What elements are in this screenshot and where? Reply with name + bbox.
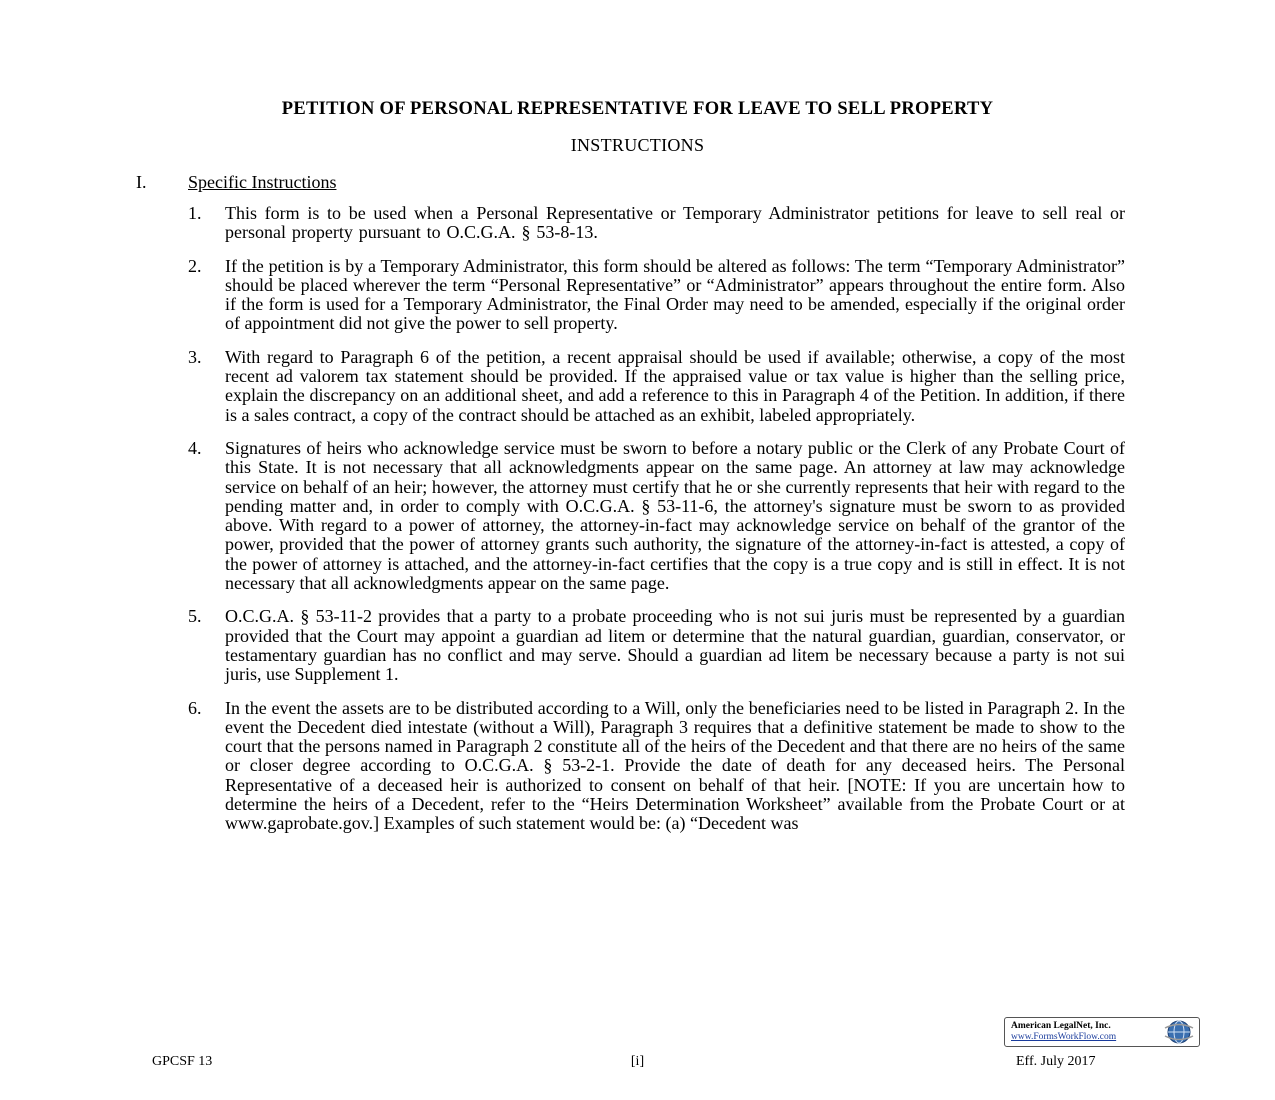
instruction-item [188, 699, 1125, 834]
instruction-number: 2. [188, 255, 202, 276]
footer-effective-date: Eff. July 2017 [1016, 1054, 1096, 1069]
instruction-number: 4. [188, 437, 202, 458]
instruction-text: In the event the assets are to be distributed according to a Will, only the beneficiaries need to be listed in Paragraph 2. In the event the Decedent died intestate (without a Will), Paragraph 3 requires that a definitive statement be made to show to the court that the persons named in Paragraph 2 constitute all of the heirs of the Decedent and that there are no heirs of the same or closer degree according to O.C.G.A. § 53-2-1. Provide the date of death for any deceased heirs. The Personal Representative of a deceased heir is authorized to consent on behalf of that heir. [NOTE: If you are uncertain how to determine the heirs of a Decedent, refer to the “Heirs Determination Worksheet” available from the Probate Court or at www.gaprobate.gov.] Examples of such statement would be: (a) “Decedent was [225, 697, 1125, 834]
instruction-item [188, 257, 1125, 334]
footer-page-number: [i] [630, 1054, 645, 1069]
instruction-text: Signatures of heirs who acknowledge service must be sworn to before a notary public or the Clerk of any Probate Court of this State. It is not necessary that all acknowledgments appear on the same page. An attorney at law may acknowledge service on behalf of an heir; however, the attorney must certify that he or she currently represents that heir with regard to the pending matter and, in order to comply with O.C.G.A. § 53-11-6, the attorney's signature must be sworn to as provided above. With regard to a power of attorney, the attorney-in-fact may acknowledge service on behalf of the grantor of the power, provided that the power of attorney grants such authority, the signature of the attorney-in-fact is attested, a copy of the power of attorney is attached, and the attorney-in-fact certifies that the copy is a true copy and is still in effect. It is not necessary that all acknowledgments appear on the same page. [225, 437, 1125, 594]
logo-url-link[interactable]: www.FormsWorkFlow.com [1011, 1032, 1117, 1042]
section-title: Specific Instructions [188, 172, 337, 192]
instruction-text: O.C.G.A. § 53-11-2 provides that a party to a probate proceeding who is not sui juris must be represented by a guardian provided that the Court may appoint a guardian ad litem or determine that the natural guardian, guardian, conservator, or testamentary guardian has no conflict and may serve. Should a guardian ad litem be necessary because a party is not sui juris, use Supplement 1. [225, 606, 1125, 685]
section-number: I. [136, 172, 147, 192]
instruction-text: This form is to be used when a Personal Representative or Temporary Administrator petitions for leave to sell real or personal property pursuant to O.C.G.A. § 53-8-13. [225, 203, 1125, 243]
logo-company-name: American LegalNet, Inc. [1011, 1021, 1111, 1031]
instruction-item [188, 204, 1125, 243]
instruction-number: 1. [188, 203, 202, 223]
instruction-item [188, 348, 1125, 425]
footer-form-id: GPCSF 13 [152, 1054, 213, 1069]
instruction-number: 3. [188, 346, 202, 367]
instruction-number: 5. [188, 606, 202, 627]
instruction-number: 6. [188, 697, 202, 718]
globe-icon [1162, 1019, 1196, 1045]
instruction-item [188, 439, 1125, 593]
instruction-text: With regard to Paragraph 6 of the petition, a recent appraisal should be used if available; otherwise, a copy of the most recent ad valorem tax statement should be provided. If the appraised value or tax value is higher than the selling price, explain the discrepancy on an additional sheet, and add a reference to this in Paragraph 4 of the Petition. In addition, if there is a sales contract, a copy of the contract should be attached as an exhibit, labeled appropriately. [225, 346, 1125, 425]
document-subtitle: INSTRUCTIONS [570, 135, 705, 155]
instruction-item [188, 607, 1125, 684]
instruction-list [188, 204, 1125, 848]
american-legalnet-logo[interactable] [1004, 1017, 1200, 1047]
document-title: PETITION OF PERSONAL REPRESENTATIVE FOR LEAVE TO SELL PROPERTY [281, 99, 994, 119]
instruction-text: If the petition is by a Temporary Administrator, this form should be altered as follows: The term “Temporary Administrator” should be placed wherever the term “Personal Representative” or “Administrator” appears throughout the entire form. Also if the form is used for a Temporary Administrator, the Final Order may need to be amended, especially if the original order of appointment did not give the power to sell property. [225, 255, 1125, 334]
